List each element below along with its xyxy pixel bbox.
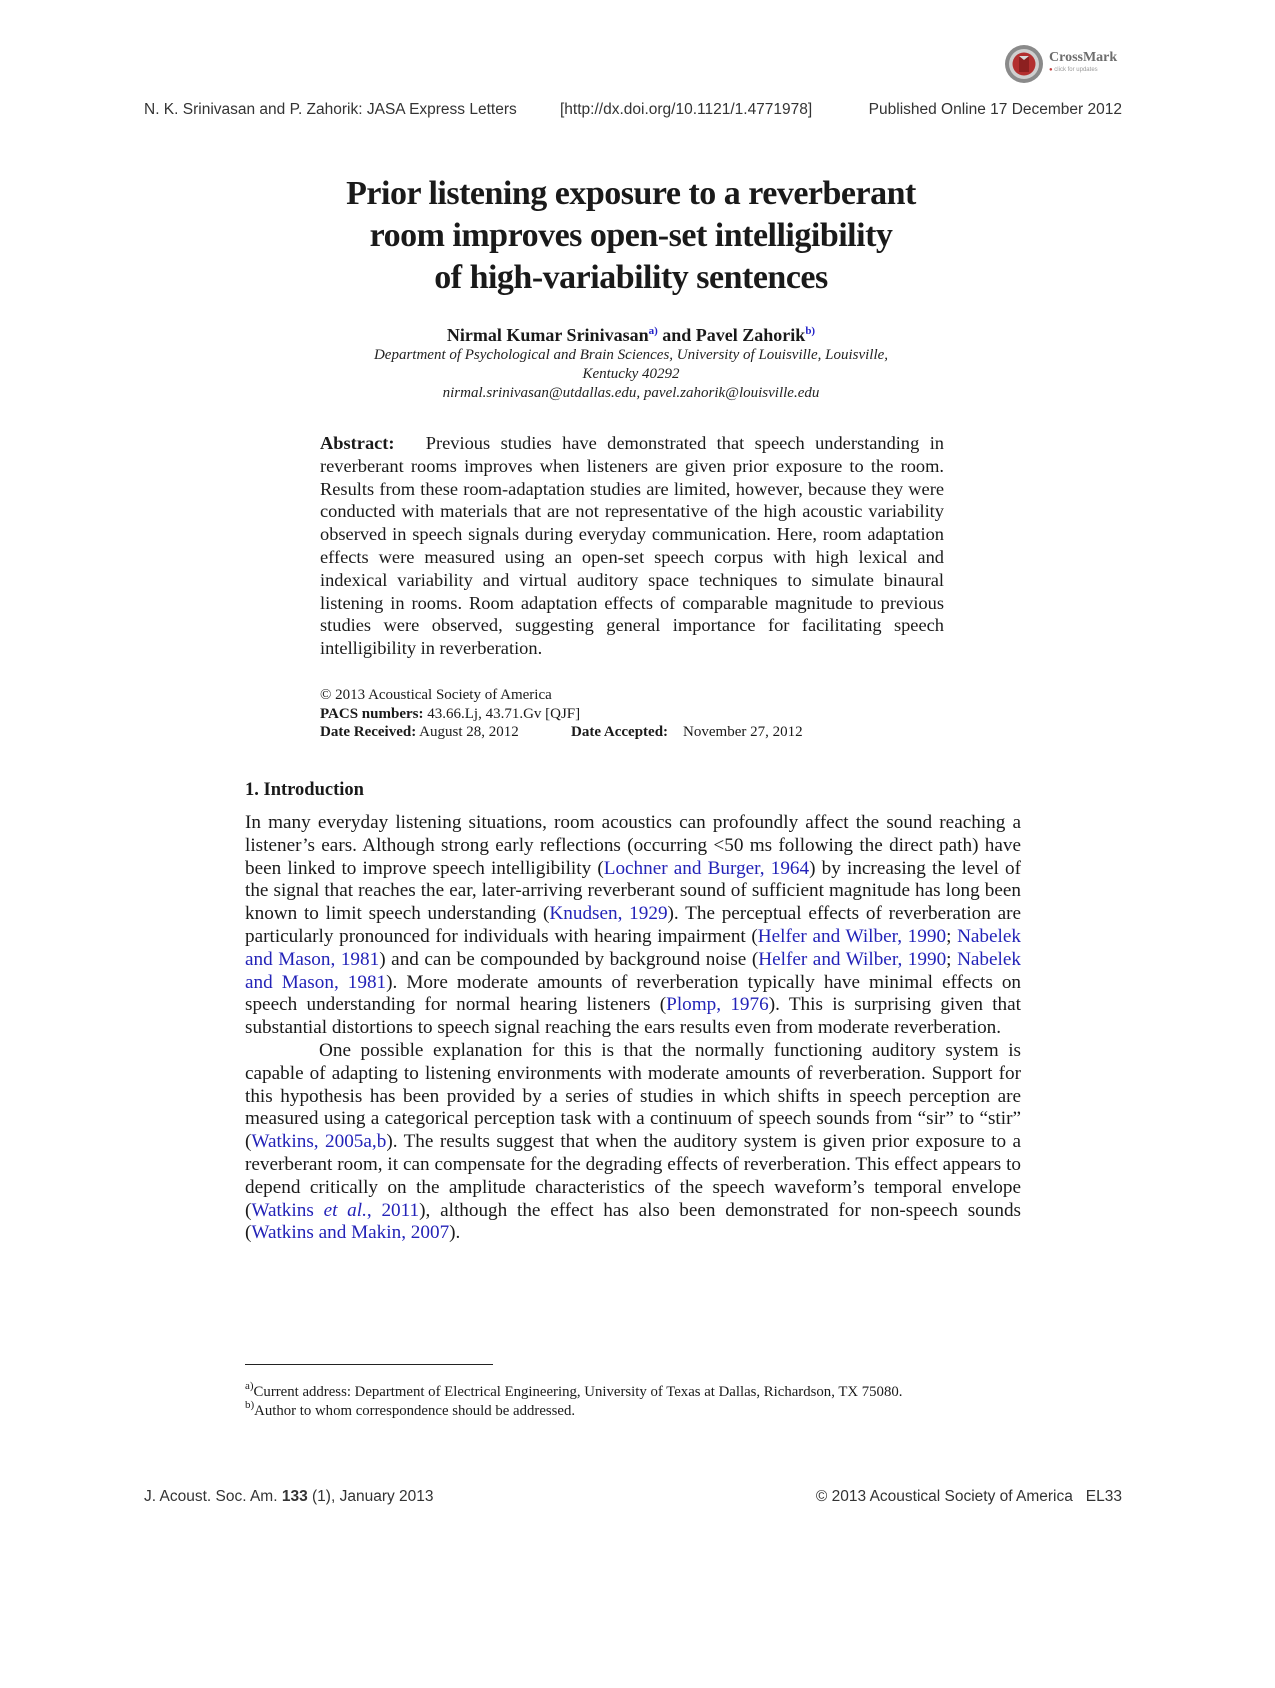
paper-title <box>240 173 1022 299</box>
footnote-b: $^{b)}$Author to whom correspondence should be addressed. <box>245 1398 576 1419</box>
citation-link[interactable]: Nabelek and Mason, 1981 <box>245 948 1021 993</box>
header-authors: N. K. Srinivasan and P. Zahorik: JASA Express Letters <box>144 101 517 118</box>
header-doi[interactable]: [http://dx.doi.org/10.1121/1.4771978] <box>560 101 813 118</box>
title-line: room improves open-set intelligibility <box>369 217 893 254</box>
author-name: Nirmal Kumar Srinivasan <box>446 325 649 345</box>
title-line: Prior listening exposure to a reverberant <box>346 175 916 212</box>
copyright-line: © 2013 Acoustical Society of America <box>320 687 552 703</box>
article-metadata <box>320 686 960 742</box>
title-line: of high-variability sentences <box>434 259 828 296</box>
citation-link[interactable]: Watkins and Makin, 2007 <box>251 1222 450 1244</box>
pacs-line <box>320 705 960 724</box>
crossmark-label: CrossMark <box>1049 50 1118 65</box>
citation-link[interactable]: Watkins, 2005a,b <box>251 1131 387 1153</box>
crossmark-badge[interactable] <box>1004 44 1122 88</box>
received-label: Date Received: <box>320 724 417 740</box>
section-body <box>245 812 1021 1245</box>
abstract-label: Abstract: <box>320 433 395 453</box>
crossmark-sub: ● click for updates <box>1049 67 1098 73</box>
accepted-label: Date Accepted: <box>571 724 669 740</box>
citation-link[interactable]: Lochner and Burger, 1964 <box>603 857 810 879</box>
citation-link[interactable]: Plomp, 1976 <box>666 994 769 1016</box>
footer-copyright: © 2013 Acoustical Society of America EL33 <box>815 1488 1122 1505</box>
dates-line <box>320 723 960 742</box>
citation-link[interactable]: Helfer and Wilber, 1990 <box>758 948 947 970</box>
author-footnote-mark[interactable]: a) <box>648 325 658 337</box>
citation-link[interactable]: Helfer and Wilber, 1990 <box>757 925 947 947</box>
footnote-a: $^{a)}$Current address: Department of Electrical Engineering, University of Texas at Dallas, Richardson, TX 75080. <box>245 1380 903 1400</box>
page-footer <box>144 1488 1122 1506</box>
affiliation-line: Kentucky 40292 <box>582 366 680 382</box>
crossmark-icon <box>1004 44 1044 84</box>
citation-link[interactable]: Nabelek and Mason, 1981 <box>245 925 1021 970</box>
received-value: August 28, 2012 <box>419 724 519 740</box>
section-heading: 1. Introduction <box>245 780 364 800</box>
footnotes <box>245 1380 1045 1420</box>
footnote-rule <box>245 1364 493 1365</box>
paragraph: One possible explanation for this is that the normally functioning auditory system is capable of adapting to listening environments with moderate amounts of reverberation. Support for this hypothesis has been provided by a series of studies in which shifts in speech perception are measured using a categorical perception task with a continuum of speech sounds from “sir” to “stir” (Watkins, 2005a,b). The results suggest that when the auditory system is given prior exposure to a reverberant room, it can compensate for the degrading effects of reverberation. This effect appears to depend critically on the amplitude characteristics of the speech waveform’s temporal envelope (Watkins et al., 2011), although the effect has also been demonstrated for non-speech sounds (Watkins and Makin, 2007). <box>245 1039 1022 1244</box>
affiliation-line: Department of Psychological and Brain Sciences, University of Louisville, Louisville, <box>373 347 889 363</box>
citation-link[interactable]: Watkins et al., 2011 <box>251 1199 420 1221</box>
affiliation <box>240 346 1022 403</box>
author-name: Pavel Zahorik <box>695 325 806 345</box>
author-footnote-mark[interactable]: b) <box>805 325 816 337</box>
pacs-value: 43.66.Lj, 43.71.Gv [QJF] <box>427 705 581 722</box>
pacs-label: PACS numbers: <box>320 705 424 722</box>
author-emails: nirmal.srinivasan@utdallas.edu, pavel.zahorik@louisville.edu <box>442 385 820 401</box>
abstract <box>320 432 944 660</box>
author-list <box>240 324 1022 346</box>
abstract-text: Previous studies have demonstrated that speech understanding in reverberant rooms improves when listeners are given prior exposure to the room. Results from these room-adaptation studies are limited, however, because they were conducted with materials that are not representative of the high acoustic variability observed in speech signals during everyday communication. Here, room adaptation effects were measured using an open-set speech corpus with high lexical and indexical variability and virtual auditory space techniques to simulate binaural listening in rooms. Room adaptation effects of comparable magnitude to previous studies were observed, suggesting general importance for facilitating speech intelligibility in reverberation. <box>320 433 944 659</box>
header-published: Published Online 17 December 2012 <box>868 101 1122 118</box>
paragraph: In many everyday listening situations, room acoustics can profoundly affect the sound reaching a listener’s ears. Although strong early reflections (occurring <50 ms following the direct path) have been linked to improve speech intelligibility (Lochner and Burger, 1964) by increasing the level of the signal that reaches the ear, later-arriving reverberant sound of sufficient magnitude has long been known to limit speech understanding (Knudsen, 1929). The perceptual effects of reverberation are particularly pronounced for individuals with hearing impairment (Helfer and Wilber, 1990; Nabelek and Mason, 1981) and can be compounded by background noise (Helfer and Wilber, 1990; Nabelek and Mason, 1981). More moderate amounts of reverberation typically have minimal effects on speech understanding for normal hearing listeners (Plomp, 1976). This is surprising given that substantial distortions to speech signal reaching the ears results even from moderate reverberation. <box>245 812 1022 1039</box>
accepted-value: November 27, 2012 <box>683 724 803 740</box>
author-conjunction: and <box>657 325 696 345</box>
footer-journal: J. Acoust. Soc. Am. 133 (1), January 2013 <box>144 1488 434 1505</box>
citation-link[interactable]: Knudsen, 1929 <box>549 903 668 925</box>
